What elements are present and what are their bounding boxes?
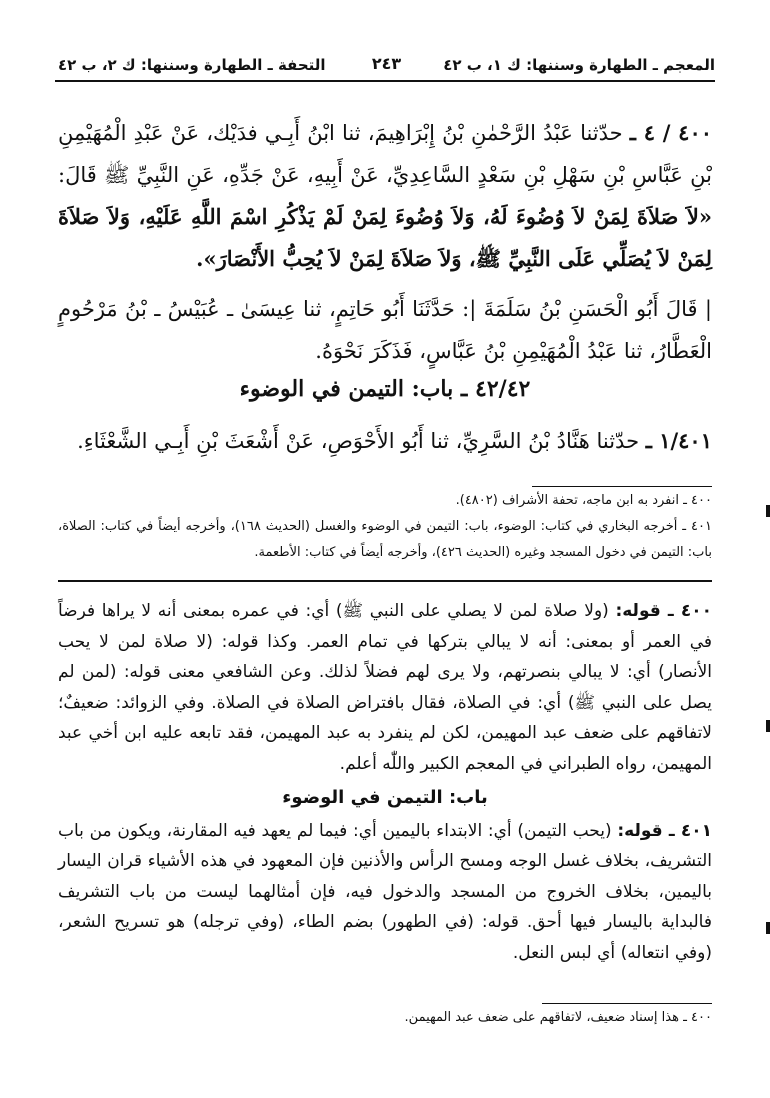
page-number: ٢٤٣ [371, 54, 402, 73]
margin-mark [766, 505, 770, 517]
commentary-401 [58, 816, 712, 969]
margin-mark [766, 720, 770, 732]
chapter-title: ٤٢/٤٢ ـ باب: التيمن في الوضوء [239, 376, 531, 402]
header-rule [55, 80, 715, 82]
header-left: التحفة ـ الطهارة وسننها: ك ٢، ب ٤٢ [58, 56, 326, 74]
hadith-isnad: حدّثنا عَبْدُ الرَّحْمٰنِ بْنُ إِبْرَاهِيمَ، ثنا ابْنُ أَبِـي فدَيْك، عَنْ عَبْدِ الْمُهَيْمِنِ بْنِ عَبَّاسِ بْنِ سَهْلِ بْنِ سَعْدٍ السَّاعِدِيِّ، عَنْ أَبِيهِ، عَنْ جَدِّهِ، عَنِ النَّبِيِّ ﷺ قَالَ: [58, 121, 712, 187]
footnote: ٤٠١ ـ أخرجه البخاري في كتاب: الوضوء، باب: التيمن في الوضوء والغسل (الحديث ١٦٨)، وأخرجه أيضاً في كتاب: الصلاة، باب: التيمن في دخول المسجد وغيره (الحديث ٤٢٦)، وأخرجه أيضاً في كتاب: الأطعمة. [58, 519, 712, 560]
commentary-text: (ولا صلاة لمن لا يصلي على النبي ﷺ) أي: في عمره بمعنى أنه لا يراها فرضاً في العمر أو بمعنى: أنه لا يبالي بتركها في تمام العمر. وكذا قوله: (لا صلاة لمن لا يحب الأنصار) أي: لا يبالي بنصرتهم، ولا يرى لهم فضلاً لذلك. وعن الشافعي معنى قوله: (لمن لم يصل على النبي ﷺ) أي: في الصلاة، فقال بافتراض الصلاة في الصلاة. وفي الزوائد: ضعيفٌ؛ لاتفاقهم على ضعف عبد المهيمن، لكن لم ينفرد به عبد المهيمن، فقد تابعه عليه ابن أخي عبد المهيمن، رواه الطبراني في المعجم الكبير واللّٰه أعلم. [58, 601, 712, 774]
hadith-400-addition [58, 288, 712, 372]
header-right: المعجم ـ الطهارة وسننها: ك ١، ب ٤٢ [443, 56, 715, 74]
hadith-401 [58, 420, 712, 462]
footnote-rule [532, 486, 712, 487]
commentary-chapter-title: باب: التيمن في الوضوء [282, 787, 488, 808]
bottom-rule [542, 1003, 712, 1004]
commentary-text: (يحب التيمن) أي: الابتداء باليمين أي: فيما لم يعهد فيه المقارنة، ويكون من باب التشريف، بخلاف غسل الوجه ومسح الرأس والأذنين فإن المعهود في هذه الأشياء قران اليسار باليمين، بخلاف الخروج من المسجد والدخول فيه، فإن أمثالهما ليست من باب التشريف فالبداية باليسار فيها أحق. قوله: (في الطهور) بضم الطاء، (وفي ترجله) هو تسريح الشعر، (وفي انتعاله) أي لبس النعل. [58, 820, 712, 963]
commentary-number: ٤٠١ ـ قوله: [617, 820, 712, 841]
hadith-isnad: حدّثنا هَنَّادُ بْنُ السَّرِيِّ، ثنا أَبُو الأَحْوَصِ، عَنْ أَشْعَثَ بْنِ أَبِـي الشَّعْثَاءِ. [77, 429, 640, 453]
commentary-rule [58, 580, 712, 582]
hadith-matn: «لاَ صَلاَةَ لِمَنْ لاَ وُضُوءَ لَهُ، وَلاَ وُضُوءَ لِمَنْ لَمْ يَذْكُرِ اسْمَ اللَّهِ عَلَيْهِ، وَلاَ صَلاَةَ لِمَنْ لاَ يُصَلِّي عَلَى النَّبِيِّ ﷺ، وَلاَ صَلاَةَ لِمَنْ لاَ يُحِبُّ الأَنْصَارَ». [58, 204, 712, 271]
hadith-number: ١/٤٠١ ـ [645, 428, 712, 453]
footnote: ٤٠٠ ـ انفرد به ابن ماجه، تحفة الأشراف (٤٨٠٢). [455, 493, 712, 508]
commentary [58, 596, 712, 968]
bottom-note: ٤٠٠ ـ هذا إسناد ضعيف، لاتفاقهم على ضعف عبد المهيمن. [404, 1010, 712, 1025]
hadith-400 [58, 112, 712, 280]
hadith-number: ٤٠٠ / ٤ ـ [629, 120, 713, 145]
hadith-addition-text: | قَالَ أَبُو الْحَسَنِ بْنُ سَلَمَةَ |: حَدَّثَنَا أَبُو حَاتِمٍ، ثنا عِيسَىٰ ـ عُبَيْسُ ـ بْنُ مَرْحُومٍ الْعَطَّارُ، ثنا عَبْدُ الْمُهَيْمِنِ بْنُ عَبَّاسٍ، فَذَكَرَ نَحْوَهُ. [58, 297, 712, 363]
commentary-400 [58, 596, 712, 779]
footnotes [58, 488, 712, 566]
commentary-number: ٤٠٠ ـ قوله: [615, 601, 713, 621]
running-header [58, 52, 715, 78]
margin-mark [766, 922, 770, 934]
